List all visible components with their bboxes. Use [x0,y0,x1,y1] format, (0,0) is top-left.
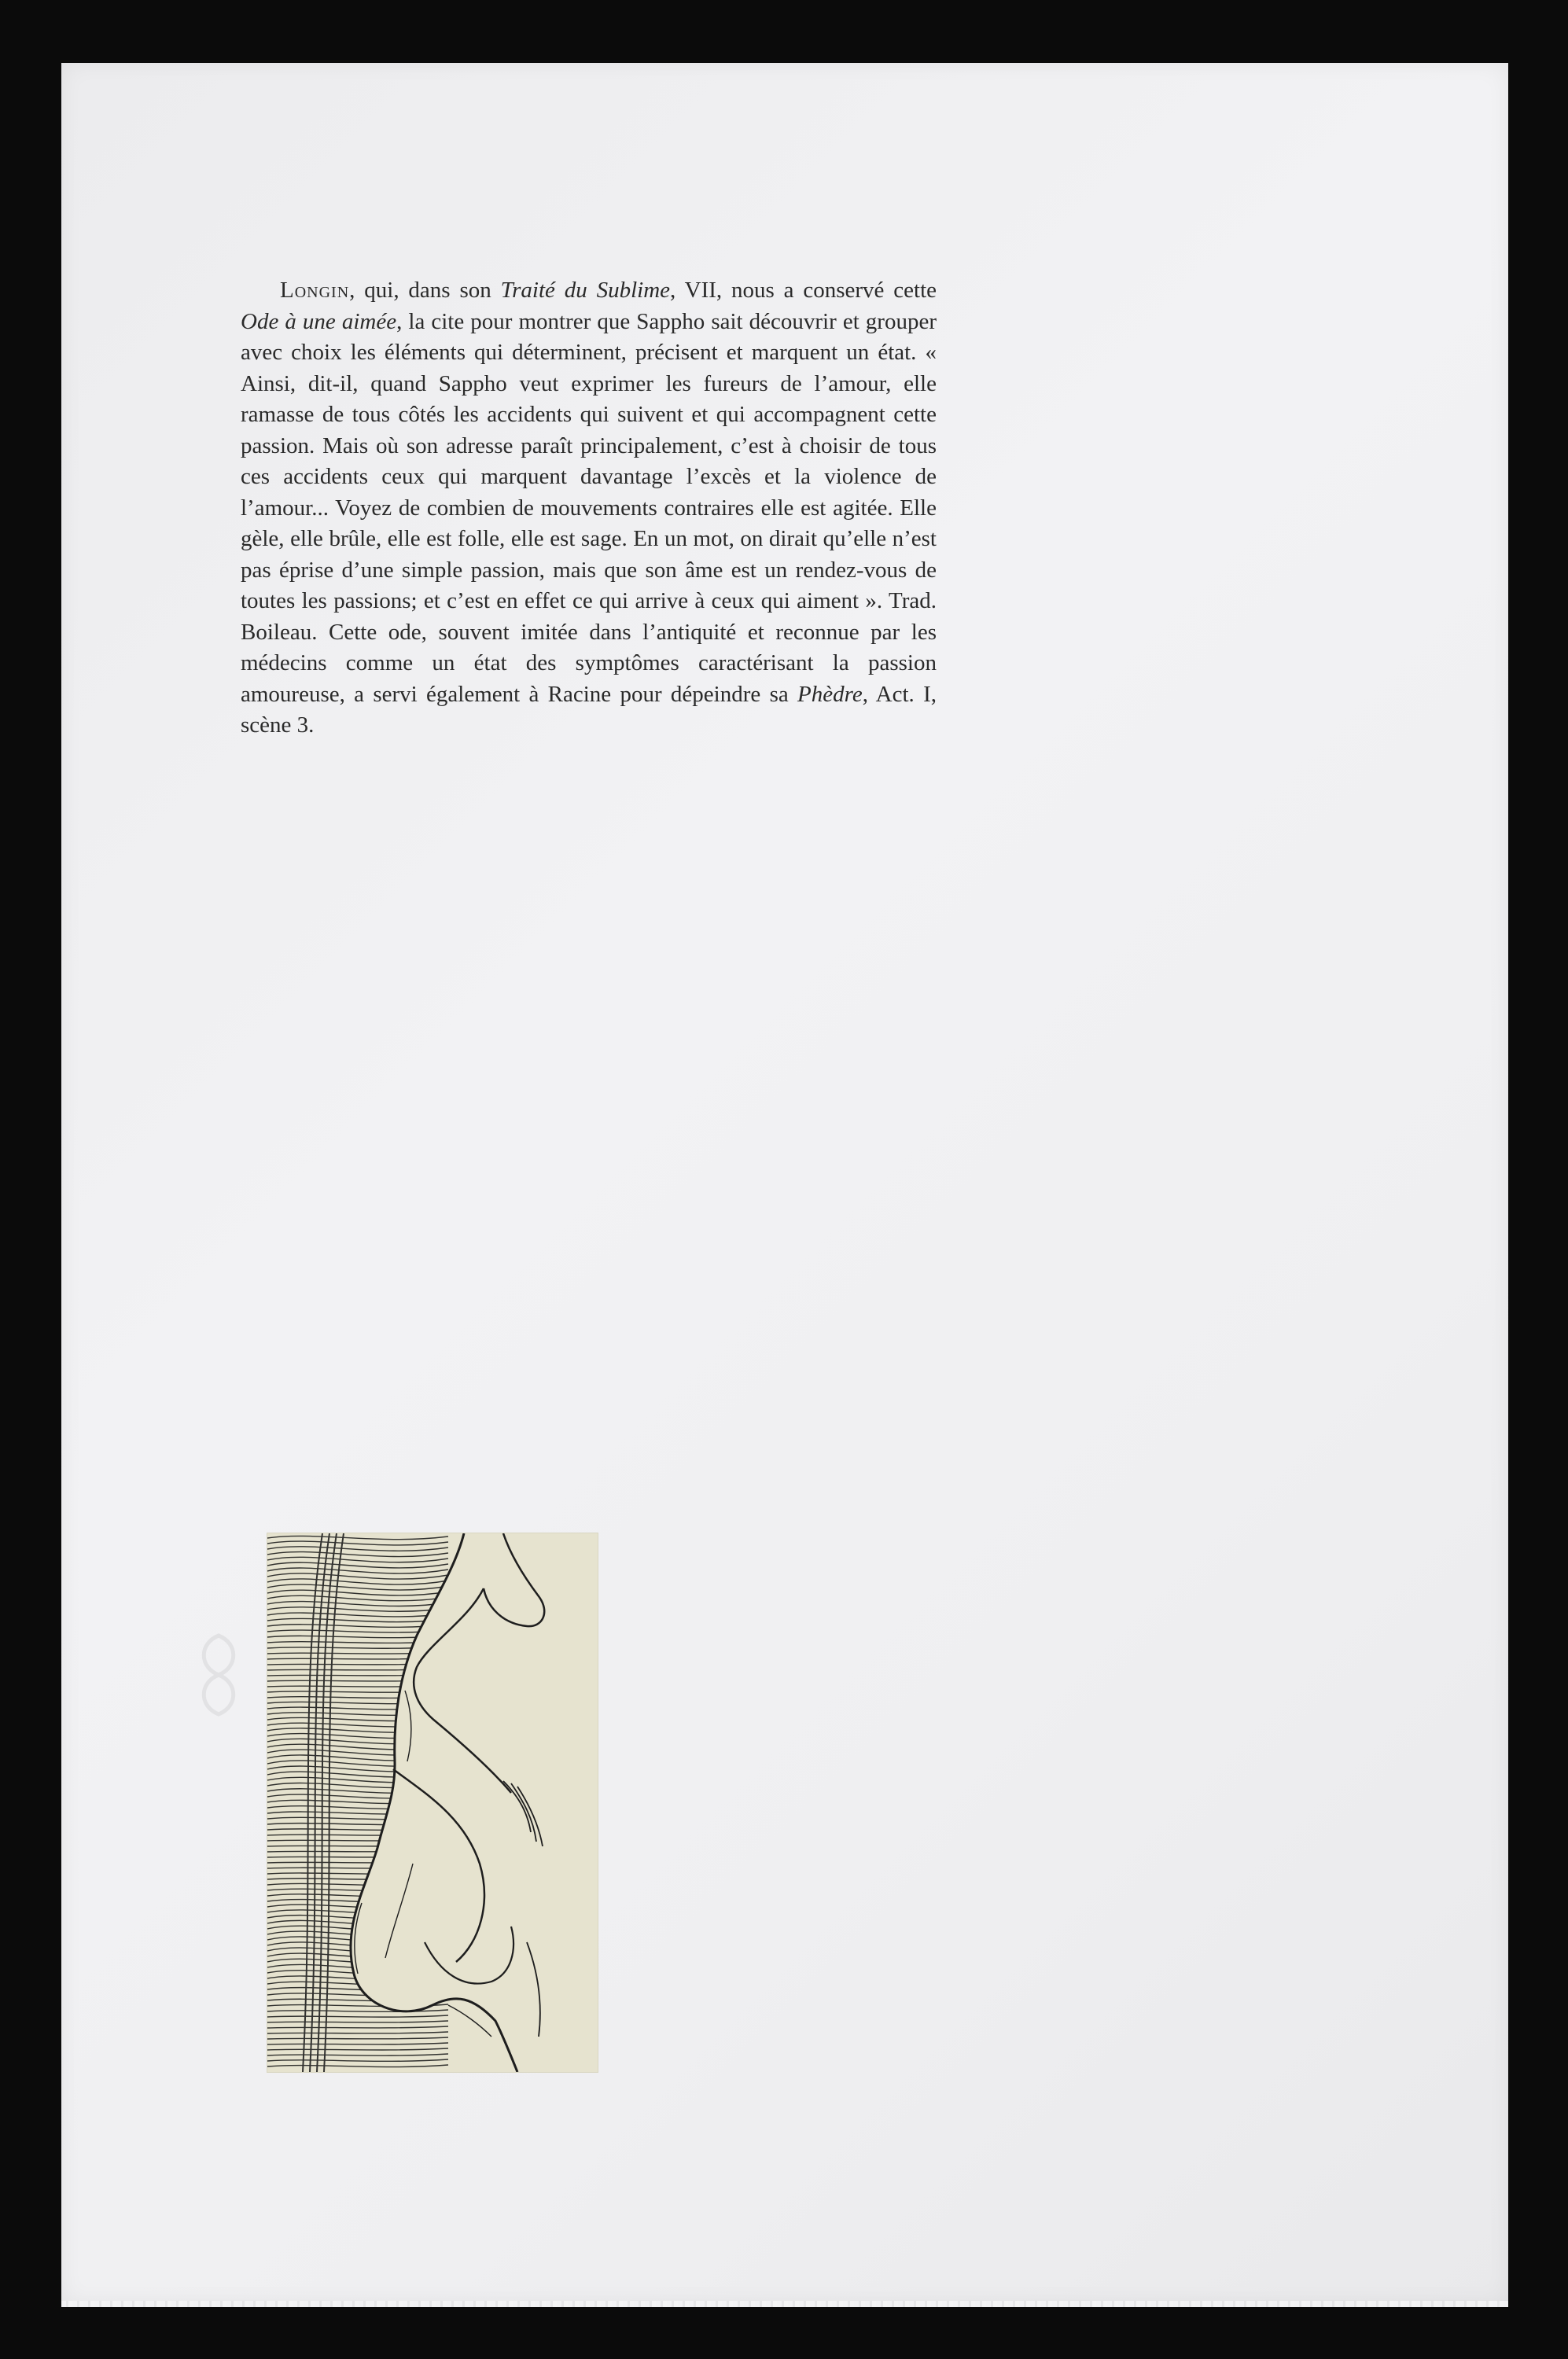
hatch-line [267,2059,448,2061]
text-run-3: , la cite pour montrer que Sappho sait découvrir et grouper avec choix les éléments qui déterminent, précisent et marquent un état. « Ainsi, dit-il, quand Sappho veut exprimer les fureurs de l’amour, elle ramasse de tous côtés les accidents qui suivent et qui accompagnent cette passion. Mais où son adresse paraît principalement, c’est à choisir de tous ces accidents ceux qui marquent davantage l’excès et la violence de l’amour... Voyez de combien de mouvements contraires elle est agitée. Elle gèle, elle brûle, elle est folle, elle est sage. En un mot, on dirait qu’elle n’est pas éprise d’une simple passion, mais que son âme est un rendez-vous de toutes les passions; et c’est en effet ce qui arrive à ceux qui aiment ». Trad. Boileau. Cette ode, souvent imitée dans l’antiquité et reconnue par les médecins comme un état des symptômes caractérisant la passion amoureuse, a servi également à Racine pour dépeindre sa [241,308,937,707]
text-run-1: , qui, dans son [349,278,501,303]
hatch-line [267,1613,448,1617]
hatch-line [267,2054,448,2055]
title-traite-du-sublime: Traité du Sublime [500,278,671,303]
lead-word: Longin [280,278,350,303]
paper-sheet [61,63,1508,2304]
commentary-paragraph [241,275,937,742]
hatch-line [267,1618,448,1621]
hatch-line [267,2043,448,2044]
hatch-line [267,1536,448,1539]
hatch-line [267,1573,448,1579]
text-run-4: , Act. I, scène 3. [241,681,937,738]
hatch-line [267,2021,448,2022]
engraving-illustration [267,1533,598,2072]
hatch-line [267,1568,448,1573]
hatch-line [267,1562,448,1568]
hatch-line [267,1541,448,1545]
hatch-line [267,1579,448,1584]
hatch-line [267,2015,448,2017]
hatch-line [267,1557,448,1562]
embossed-mark [191,1628,246,1722]
hatch-line [267,2037,448,2039]
hatch-line [267,1602,448,1606]
nude-figure-engraving [267,1533,598,2072]
hatch-line [267,1595,448,1600]
hatch-line [267,1547,448,1551]
hatch-line [267,1584,448,1590]
hatch-line [267,1590,448,1595]
title-ode-a-une-aimee: Ode à une aimée [241,308,397,334]
hatch-line [267,1552,448,1557]
hatch-line [267,2048,448,2050]
text-run-2: , VII, nous a conservé cette [670,278,937,303]
hatch-line [267,2032,448,2033]
hatch-line [267,2065,448,2067]
hatch-line [267,1607,448,1611]
title-phedre: Phèdre [797,681,863,707]
hatch-line [267,2026,448,2028]
